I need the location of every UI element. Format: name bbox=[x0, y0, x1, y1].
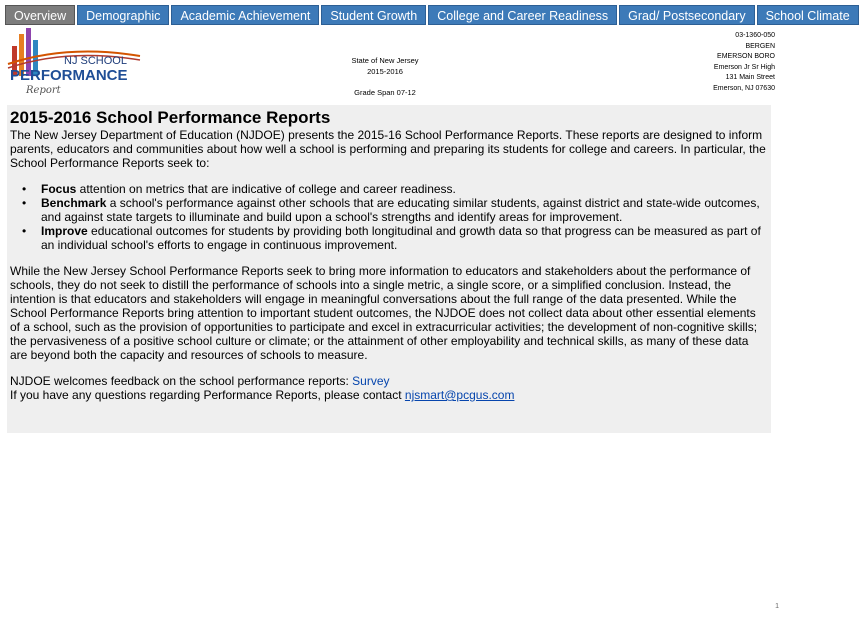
school-name: Emerson Jr Sr High bbox=[713, 63, 775, 71]
school-info bbox=[713, 31, 775, 94]
bullet-icon: • bbox=[22, 224, 27, 238]
feedback-line bbox=[10, 374, 767, 388]
nj-school-performance-logo bbox=[8, 26, 142, 96]
grade-span-label: Grade Span 07-12 bbox=[354, 88, 416, 97]
logo-line3: Report bbox=[26, 85, 61, 96]
tab-demographic[interactable]: Demographic bbox=[77, 5, 169, 25]
list-item bbox=[10, 182, 767, 196]
feedback-text: NJDOE welcomes feedback on the school performance reports: bbox=[10, 374, 353, 388]
district: EMERSON BORO bbox=[717, 53, 775, 60]
school-code: 03-1360-050 bbox=[735, 32, 775, 39]
list-item bbox=[10, 224, 767, 252]
tab-academic-achievement[interactable]: Academic Achievement bbox=[171, 5, 319, 25]
page-title: 2015-2016 School Performance Reports bbox=[10, 108, 331, 127]
bullet-text: a school's performance against other schools that are educating similar students, against district and state-wide outcomes, and against state targets to illuminate and build upon a school's strengths and identify areas for improvement. bbox=[41, 196, 760, 224]
tab-grad-postsecondary[interactable]: Grad/ Postsecondary bbox=[619, 5, 754, 25]
tab-college-career-readiness[interactable]: College and Career Readiness bbox=[428, 5, 617, 25]
county: BERGEN bbox=[745, 42, 775, 50]
tab-school-climate[interactable]: School Climate bbox=[757, 5, 859, 25]
disclaimer-paragraph: While the New Jersey School Performance Reports seek to bring more information to educators and stakeholders about the performance of schools, they do not seek to distill the performance of schools into a single metric, a single score, or a simplified conclusion. Instead, the intention is that educators and stakeholders will engage in meaningful conversations about the full range of the data presented. While the School Performance Reports bring attention to important student outcomes, the NJDOE does not collect data about other essential elements of a school, such as the provision of opportunities to participate and excel in extracurricular activities; the development of non-cognitive skills; the pervasiveness of a positive school culture or climate; or the attainment of other employability and technical skills, as many of these data are beyond both the capacity and resources of schools to measure. bbox=[10, 264, 758, 362]
bullet-bold: Benchmark bbox=[41, 196, 107, 210]
tab-bar bbox=[5, 5, 859, 25]
page-number: 1 bbox=[775, 603, 779, 610]
bullet-bold: Improve bbox=[41, 224, 88, 238]
year-label: 2015-2016 bbox=[367, 67, 403, 76]
tab-student-growth[interactable]: Student Growth bbox=[321, 5, 426, 25]
bullet-icon: • bbox=[22, 196, 27, 210]
state-label: State of New Jersey bbox=[351, 56, 419, 65]
bullet-icon: • bbox=[22, 182, 27, 196]
intro-paragraph: The New Jersey Department of Education (NJDOE) presents the 2015-16 School Performance Reports. These reports are designed to inform parents, educators and communities about how well a school is performing and preparing its students for college and careers. In particular, the School Performance Reports seek to: bbox=[10, 128, 766, 170]
tab-overview[interactable]: Overview bbox=[5, 5, 75, 25]
contact-text: If you have any questions regarding Performance Reports, please contact bbox=[10, 388, 405, 402]
logo-line1: NJ SCHOOL bbox=[64, 55, 127, 67]
overview-panel bbox=[7, 105, 771, 433]
bullet-text: educational outcomes for students by providing both longitudinal and growth data so that progress can be measured as part of an individual school's efforts to engage in continuous improvement. bbox=[41, 224, 761, 252]
bullet-bold: Focus bbox=[41, 182, 77, 196]
logo-line2: PERFORMANCE bbox=[10, 67, 128, 84]
email-link[interactable]: njsmart@pcgus.com bbox=[404, 388, 515, 402]
survey-link[interactable]: Survey bbox=[352, 374, 390, 388]
bullet-text: attention on metrics that are indicative of college and career readiness. bbox=[76, 182, 456, 196]
goals-list bbox=[10, 182, 767, 252]
list-item bbox=[10, 196, 767, 224]
address: 131 Main Street bbox=[725, 74, 775, 81]
city: Emerson, NJ 07630 bbox=[713, 84, 775, 92]
contact-line bbox=[10, 388, 767, 402]
header-center bbox=[320, 55, 450, 77]
